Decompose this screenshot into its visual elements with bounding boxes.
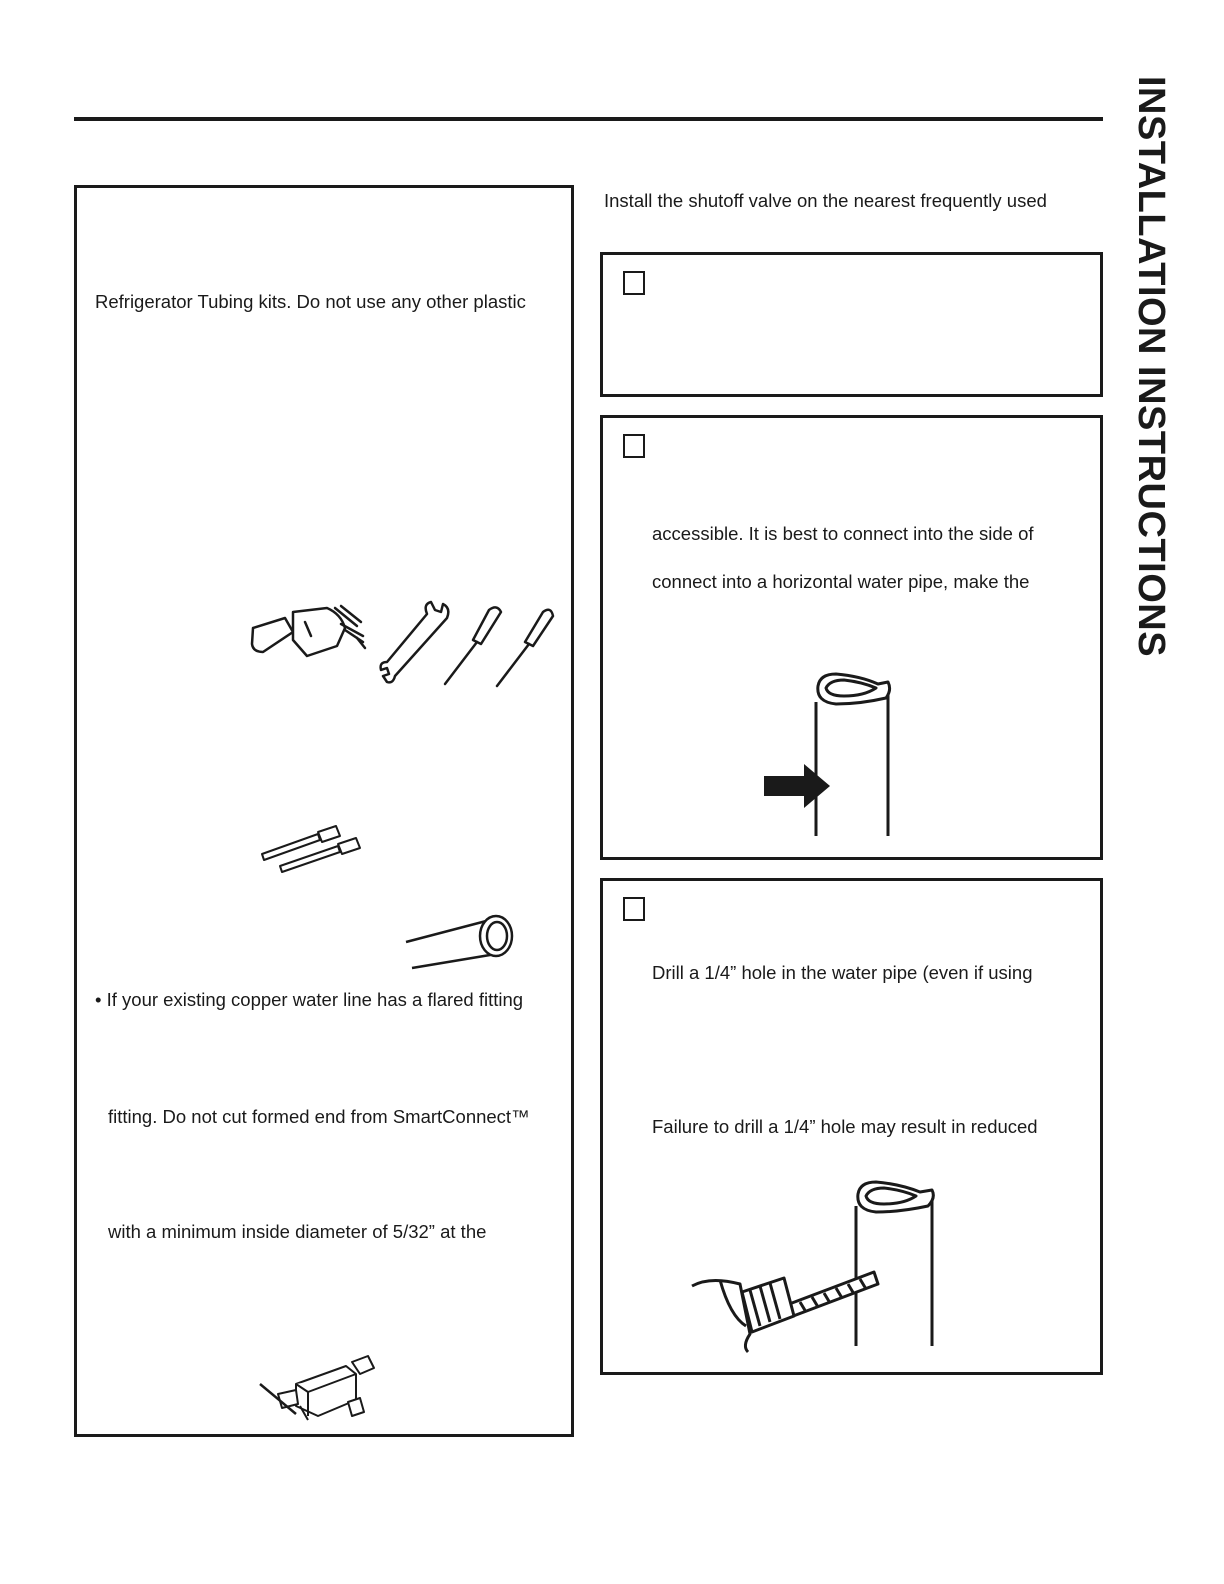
step-checkbox[interactable]: [623, 434, 645, 458]
step-checkbox[interactable]: [623, 897, 645, 921]
pipe-arrow-illustration: [760, 668, 900, 838]
shutoff-valve-illustration: [256, 1354, 386, 1424]
step-text-line: Failure to drill a 1/4” hole may result in reduced: [652, 1116, 1038, 1137]
tubing-connectors-illustration: [258, 822, 368, 872]
left-text-line: fitting. Do not cut formed end from SmartConnect™: [108, 1106, 530, 1127]
left-text-line: • If your existing copper water line has a flared fitting: [95, 989, 524, 1010]
arrow-icon: [764, 764, 830, 808]
drill-pipe-illustration: [690, 1176, 950, 1356]
step-text-line: accessible. It is best to connect into the side of: [652, 523, 1034, 544]
intro-text: Install the shutoff valve on the nearest frequently used: [604, 190, 1047, 211]
screwdriver-icon: [497, 610, 553, 686]
wrench-icon: [381, 602, 449, 682]
header-rule: [74, 117, 1103, 121]
step-box: [600, 252, 1103, 397]
drill-icon: [252, 606, 365, 656]
step-checkbox[interactable]: [623, 271, 645, 295]
left-text-line: Refrigerator Tubing kits. Do not use any other plastic: [95, 291, 526, 312]
screwdriver-icon: [445, 607, 501, 684]
left-text-line: with a minimum inside diameter of 5/32” at the: [108, 1221, 487, 1242]
tools-illustration: [245, 600, 560, 690]
step-text-line: connect into a horizontal water pipe, make the: [652, 571, 1030, 592]
copper-tube-illustration: [402, 912, 522, 972]
step-text-line: Drill a 1/4” hole in the water pipe (even if using: [652, 962, 1033, 983]
left-panel: [74, 185, 574, 1437]
side-title: [1132, 76, 1172, 676]
side-title-text: INSTALLATION INSTRUCTIONS: [1130, 76, 1172, 658]
